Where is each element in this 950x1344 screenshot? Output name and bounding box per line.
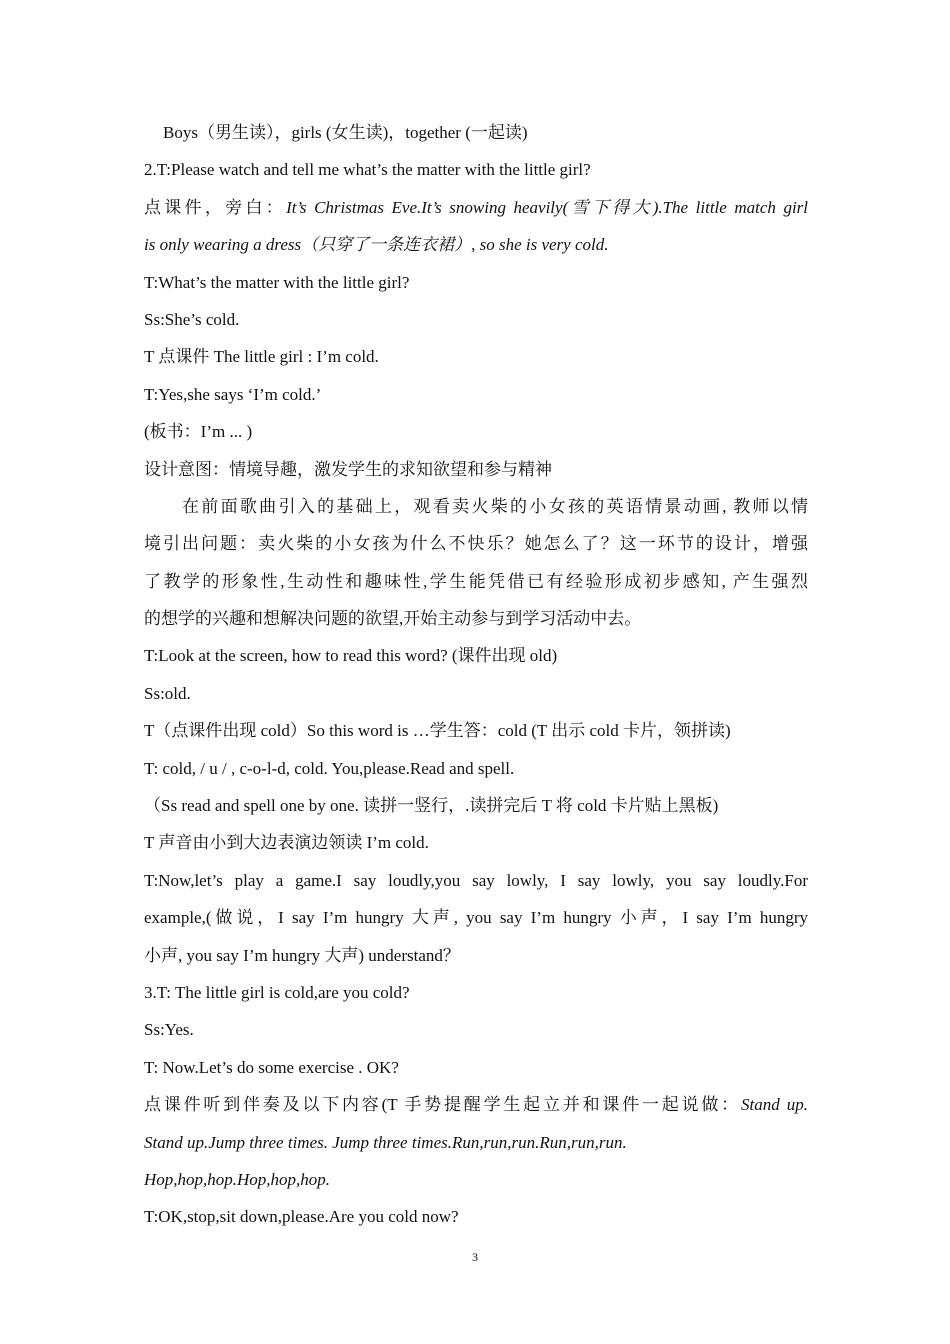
text-run: 2.T:Please watch and tell me what’s the matter with the little girl? [144,160,591,180]
text-run: T:OK,stop,sit down,please.Are you cold now? [144,1207,459,1227]
text-line [144,1198,808,1235]
text-line [144,862,808,899]
text-run: T: Now.Let’s do some exercise . OK? [144,1057,399,1077]
text-run: 小声, you say I’m hungry 大声) understand？ [144,945,460,965]
text-line [144,899,808,936]
text-run: T:What’s the matter with the little girl? [144,272,410,292]
text-line [144,712,808,749]
design-intent-heading [144,451,808,488]
text-line [144,413,808,450]
text-run: 的想学的兴趣和想解决问题的欲望,开始主动参与到学习活动中去。 [144,609,642,629]
text-line [144,824,808,861]
text-line [144,376,808,413]
page-number: 3 [472,1250,478,1264]
text-line [144,675,808,712]
italic-text-run: is only wearing a dress（只穿了一条连衣裙）, so she is very cold. [144,235,609,255]
text-line [144,1011,808,1048]
text-line [144,114,808,151]
text-line [144,750,808,787]
text-line [144,1124,808,1161]
text-line [144,151,808,188]
paragraph-line [144,525,808,562]
paragraph-line [144,488,808,525]
text-run: T 点课件 The little girl : I’m cold. [144,347,379,367]
text-run: 3.T: The little girl is cold,are you cold? [144,982,410,1002]
text-run: T:Look at the screen, how to read this word? (课件出现 old) [144,646,558,666]
paragraph-line [144,563,808,600]
italic-text-run: Hop,hop,hop.Hop,hop,hop. [144,1169,331,1189]
text-line [144,226,808,263]
text-line [144,264,808,301]
text-run: T（点课件出现 cold）So this word is …学生答：cold (T 出示 cold 卡片，领拼读) [144,721,731,741]
text-line [144,937,808,974]
text-line [144,189,808,226]
text-run: T:Now,let’s play a game.I say loudly,you say lowly, I say lowly, you say loudly.For [144,870,808,890]
text-run: 点课件，旁白： [144,197,287,217]
text-run: Ss:Yes. [144,1020,194,1040]
text-run: (板书：I’m ... ) [144,422,253,442]
text-run: example,(做说，I say I’m hungry 大声, you say I’m hungry 小声，I say I’m hungry [144,908,808,928]
italic-text-run: Stand up.Jump three times. Jump three times.Run,run,run.Run,run,run. [144,1132,627,1152]
text-line [144,637,808,674]
paragraph-line [144,600,808,637]
text-run: T:Yes,she says ‘I’m cold.’ [144,384,322,404]
text-run: 在前面歌曲引入的基础上，观看卖火柴的小女孩的英语情景动画, 教师以情 [182,496,808,516]
text-line [144,974,808,1011]
text-run: 点课件听到伴奏及以下内容(T 手势提醒学生起立并和课件一起说做： [144,1095,741,1115]
text-line [144,338,808,375]
text-line [144,1086,808,1123]
text-line [144,301,808,338]
text-line [144,1049,808,1086]
text-run: Ss:She’s cold. [144,309,240,329]
document-body [144,114,808,1236]
text-run: 境引出问题：卖火柴的小女孩为什么不快乐？她怎么了？这一环节的设计，增强 [144,534,808,554]
text-run: T 声音由小到大边表演边领读 I’m cold. [144,833,429,853]
text-line [144,1161,808,1198]
text-run: （Ss read and spell one by one. 读拼一竖行，.读拼完后 T 将 cold 卡片贴上黑板) [144,796,719,816]
text-run: 了教学的形象性,生动性和趣味性,学生能凭借已有经验形成初步感知, 产生强烈 [144,571,808,591]
text-run: Ss:old. [144,683,191,703]
text-run: Boys（男生读），girls (女生读)，together (一起读) [163,123,528,142]
text-line [144,787,808,824]
italic-text-run: Stand up. [740,1095,808,1115]
text-run: T: cold, / u / , c-o-l-d, cold. You,please.Read and spell. [144,758,515,778]
italic-text-run: It’s Christmas Eve.It’s snowing heavily(雪下得大).The little match girl [286,197,809,217]
text-run: 设计意图：情境导趣，激发学生的求知欲望和参与精神 [144,459,552,479]
